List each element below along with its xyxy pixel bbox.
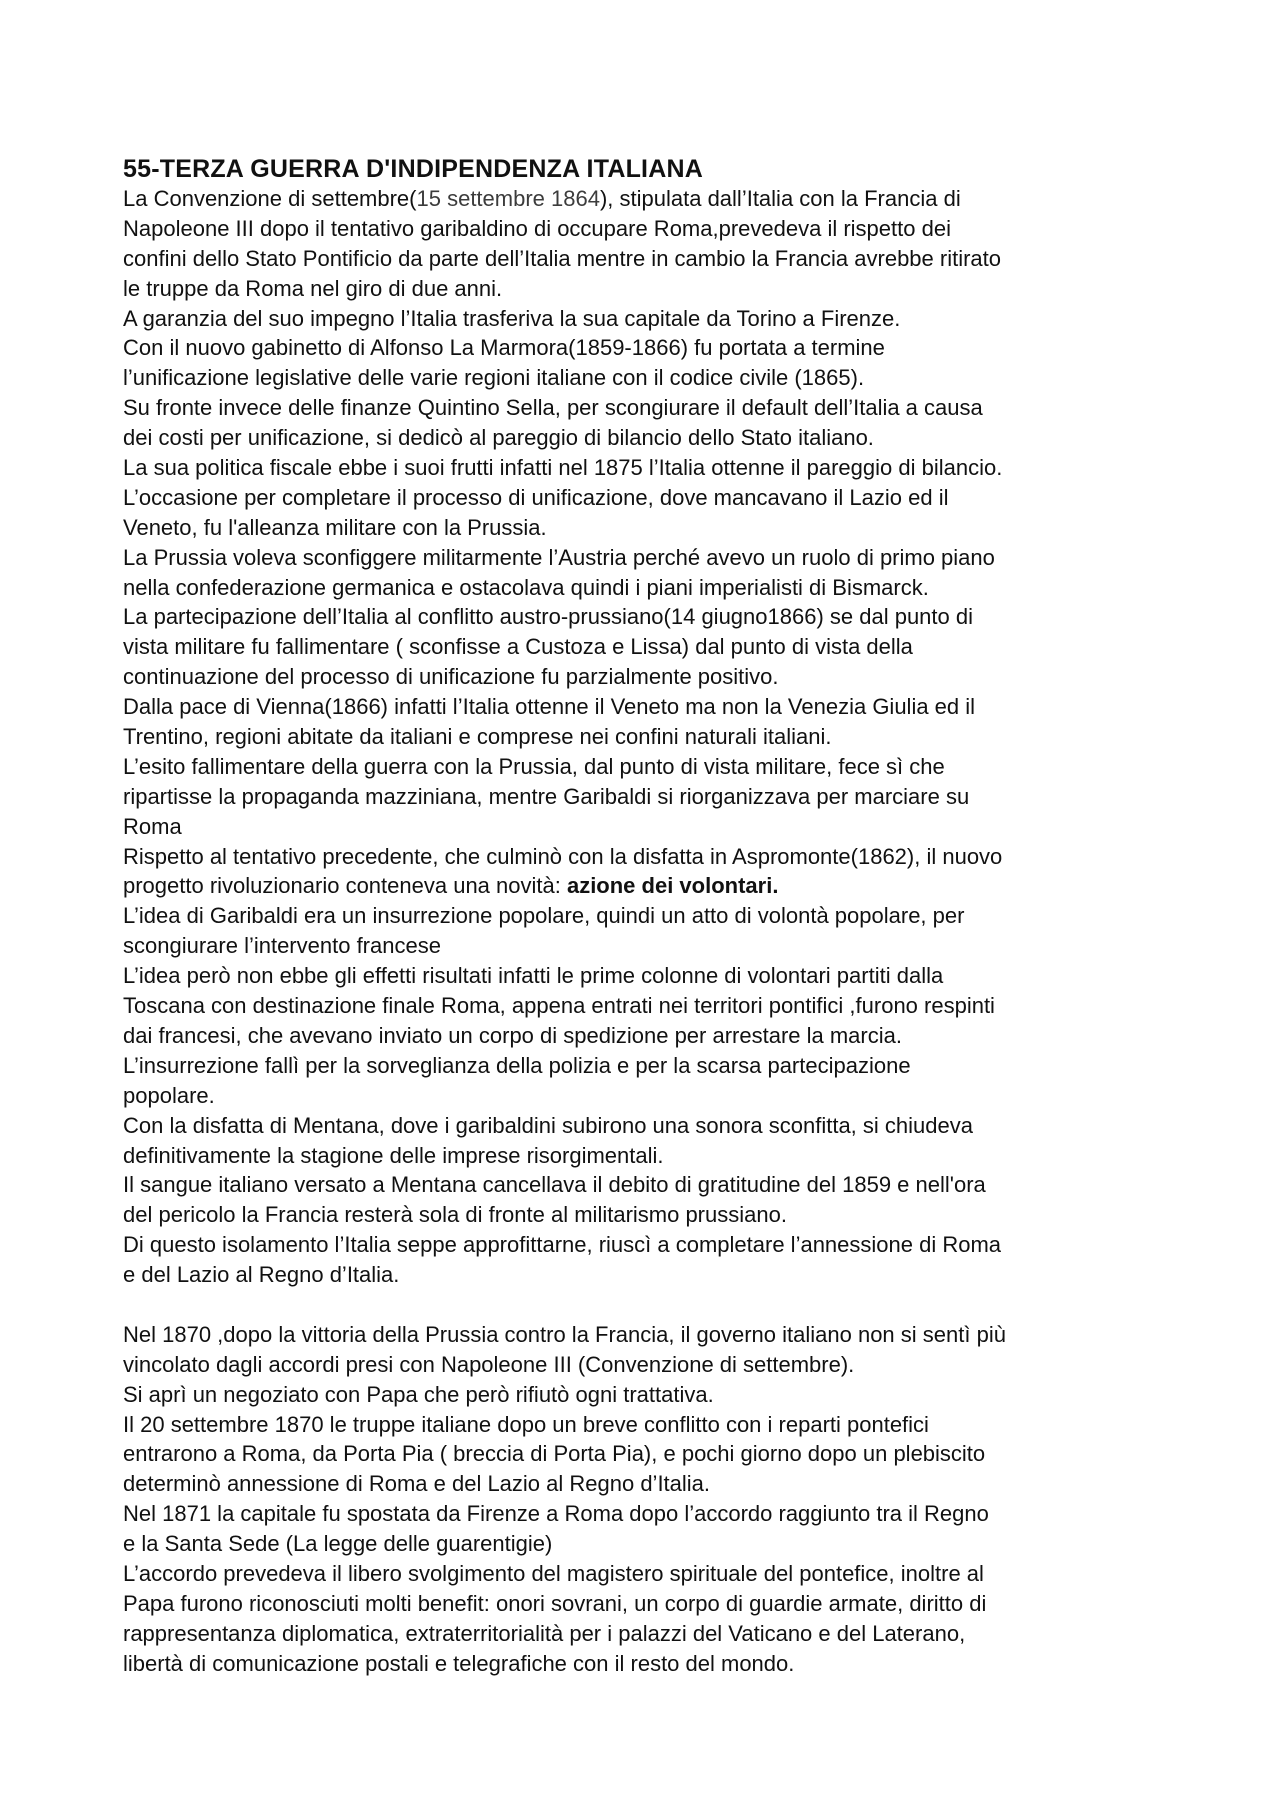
paragraph-line: nella confederazione germanica e ostacolava quindi i piani imperialisti di Bismarck. bbox=[123, 574, 929, 600]
paragraph-line: L’occasione per completare il processo di unificazione, dove mancavano il Lazio ed il bbox=[123, 484, 949, 510]
paragraph-line: L’idea di Garibaldi era un insurrezione popolare, quindi un atto di volontà popolare, per bbox=[123, 903, 965, 929]
bold-phrase: azione dei volontari. bbox=[566, 873, 779, 899]
text-run: La Convenzione di settembre( bbox=[123, 186, 417, 211]
paragraph-line: entrarono a Roma, da Porta Pia ( breccia di Porta Pia), e pochi giorno dopo un plebiscito bbox=[123, 1441, 986, 1467]
paragraph-line: A garanzia del suo impegno l’Italia trasferiva la sua capitale da Torino a Firenze. bbox=[123, 305, 901, 331]
paragraph-line: Toscana con destinazione finale Roma, appena entrati nei territori pontifici ,furono respinti bbox=[123, 993, 995, 1019]
text-run: progetto rivoluzionario conteneva una novità: bbox=[123, 873, 567, 899]
paragraph-line: Si aprì un negoziato con Papa che però rifiutò ogni trattativa. bbox=[123, 1381, 714, 1407]
paragraph-line: L’idea però non ebbe gli effetti risultati infatti le prime colonne di volontari partiti dalla bbox=[123, 963, 944, 989]
paragraph-line: Nel 1870 ,dopo la vittoria della Prussia contro la Francia, il governo italiano non si sentì più bbox=[123, 1321, 1006, 1347]
paragraph-line: e del Lazio al Regno d’Italia. bbox=[123, 1262, 400, 1288]
paragraph-line bbox=[123, 184, 1173, 214]
paragraph-line: Nel 1871 la capitale fu spostata da Firenze a Roma dopo l’accordo raggiunto tra il Regno bbox=[123, 1501, 989, 1527]
paragraph-line: scongiurare l’intervento francese bbox=[123, 933, 441, 959]
paragraph-line: libertà di comunicazione postali e telegrafiche con il resto del mondo. bbox=[123, 1650, 795, 1676]
paragraph-line bbox=[123, 871, 1173, 901]
paragraph-line: Dalla pace di Vienna(1866) infatti l’Italia ottenne il Veneto ma non la Venezia Giulia ed il bbox=[123, 694, 976, 720]
text-block-3 bbox=[123, 1320, 1173, 1679]
document-title: 55-TERZA GUERRA D'INDIPENDENZA ITALIANA bbox=[123, 155, 703, 183]
paragraph-line: Il sangue italiano versato a Mentana cancellava il debito di gratitudine del 1859 e nell'ora bbox=[123, 1172, 986, 1198]
paragraph-spacer bbox=[123, 1290, 1173, 1320]
paragraph-line: vincolato dagli accordi presi con Napoleone III (Convenzione di settembre). bbox=[123, 1351, 855, 1377]
paragraph-line: dai francesi, che avevano inviato un corpo di spedizione per arrestare la marcia. bbox=[123, 1022, 902, 1048]
paragraph-line: Veneto, fu l'alleanza militare con la Prussia. bbox=[123, 514, 547, 540]
paragraph-line: ripartisse la propaganda mazziniana, mentre Garibaldi si riorganizzava per marciare su bbox=[123, 783, 970, 809]
paragraph-line: e la Santa Sede (La legge delle guarentigie) bbox=[123, 1531, 553, 1557]
paragraph-line: L’insurrezione fallì per la sorveglianza della polizia e per la scarsa partecipazione bbox=[123, 1052, 911, 1078]
paragraph-line: l’unificazione legislative delle varie regioni italiane con il codice civile (1865). bbox=[123, 365, 865, 391]
text-block-2 bbox=[123, 901, 1173, 1290]
paragraph-line: La sua politica fiscale ebbe i suoi frutti infatti nel 1875 l’Italia ottenne il pareggio di bilancio. bbox=[123, 455, 1003, 481]
paragraph-line: definitivamente la stagione delle imprese risorgimentali. bbox=[123, 1142, 664, 1168]
paragraph-line: Con la disfatta di Mentana, dove i garibaldini subirono una sonora sconfitta, si chiudeva bbox=[123, 1112, 973, 1138]
paragraph-line: L’accordo prevedeva il libero svolgimento del magistero spirituale del pontefice, inoltre al bbox=[123, 1560, 984, 1586]
paragraph-line: le truppe da Roma nel giro di due anni. bbox=[123, 275, 503, 301]
document-page bbox=[123, 154, 1173, 1679]
text-block-1 bbox=[123, 214, 1173, 872]
paragraph-line: La Prussia voleva sconfiggere militarmente l’Austria perché avevo un ruolo di primo piano bbox=[123, 544, 995, 570]
paragraph-line: Trentino, regioni abitate da italiani e comprese nei confini naturali italiani. bbox=[123, 724, 832, 750]
paragraph-line: confini dello Stato Pontificio da parte dell’Italia mentre in cambio la Francia avrebbe ritirato bbox=[123, 245, 1002, 271]
paragraph-line: Roma bbox=[123, 813, 182, 839]
paragraph-line: continuazione del processo di unificazione fu parzialmente positivo. bbox=[123, 664, 779, 690]
paragraph-line: L’esito fallimentare della guerra con la Prussia, dal punto di vista militare, fece sì che bbox=[123, 753, 945, 779]
paragraph-line: La partecipazione dell’Italia al conflitto austro-prussiano(14 giugno1866) se dal punto di bbox=[123, 604, 973, 630]
paragraph-line: Papa furono riconosciuti molti benefit: onori sovrani, un corpo di guardie armate, diritto di bbox=[123, 1590, 987, 1616]
paragraph-line: Napoleone III dopo il tentativo garibaldino di occupare Roma,prevedeva il rispetto dei bbox=[123, 215, 951, 241]
paragraph-line: Di questo isolamento l’Italia seppe approfittarne, riuscì a completare l’annessione di Roma bbox=[123, 1232, 1002, 1258]
paragraph-line: rappresentanza diplomatica, extraterritorialità per i palazzi del Vaticano e del Laterano, bbox=[123, 1620, 966, 1646]
paragraph-line: Il 20 settembre 1870 le truppe italiane dopo un breve conflitto con i reparti pontefici bbox=[123, 1411, 929, 1437]
paragraph-line: del pericolo la Francia resterà sola di fronte al militarismo prussiano. bbox=[123, 1202, 787, 1228]
paragraph-line: dei costi per unificazione, si dedicò al pareggio di bilancio dello Stato italiano. bbox=[123, 425, 874, 451]
paragraph-line: vista militare fu fallimentare ( sconfisse a Custoza e Lissa) dal punto di vista della bbox=[123, 634, 913, 660]
convention-date: 15 settembre 1864 bbox=[416, 186, 600, 211]
paragraph-line: Con il nuovo gabinetto di Alfonso La Marmora(1859-1866) fu portata a termine bbox=[123, 335, 885, 361]
paragraph-line: popolare. bbox=[123, 1082, 215, 1108]
document-body bbox=[123, 184, 1173, 1679]
text-run: ), stipulata dall’Italia con la Francia di bbox=[599, 186, 961, 211]
paragraph-line: Su fronte invece delle finanze Quintino Sella, per scongiurare il default dell’Italia a causa bbox=[123, 395, 983, 421]
paragraph-line: Rispetto al tentativo precedente, che culminò con la disfatta in Aspromonte(1862), il nuovo bbox=[123, 843, 1003, 869]
paragraph-line: determinò annessione di Roma e del Lazio al Regno d’Italia. bbox=[123, 1471, 711, 1497]
